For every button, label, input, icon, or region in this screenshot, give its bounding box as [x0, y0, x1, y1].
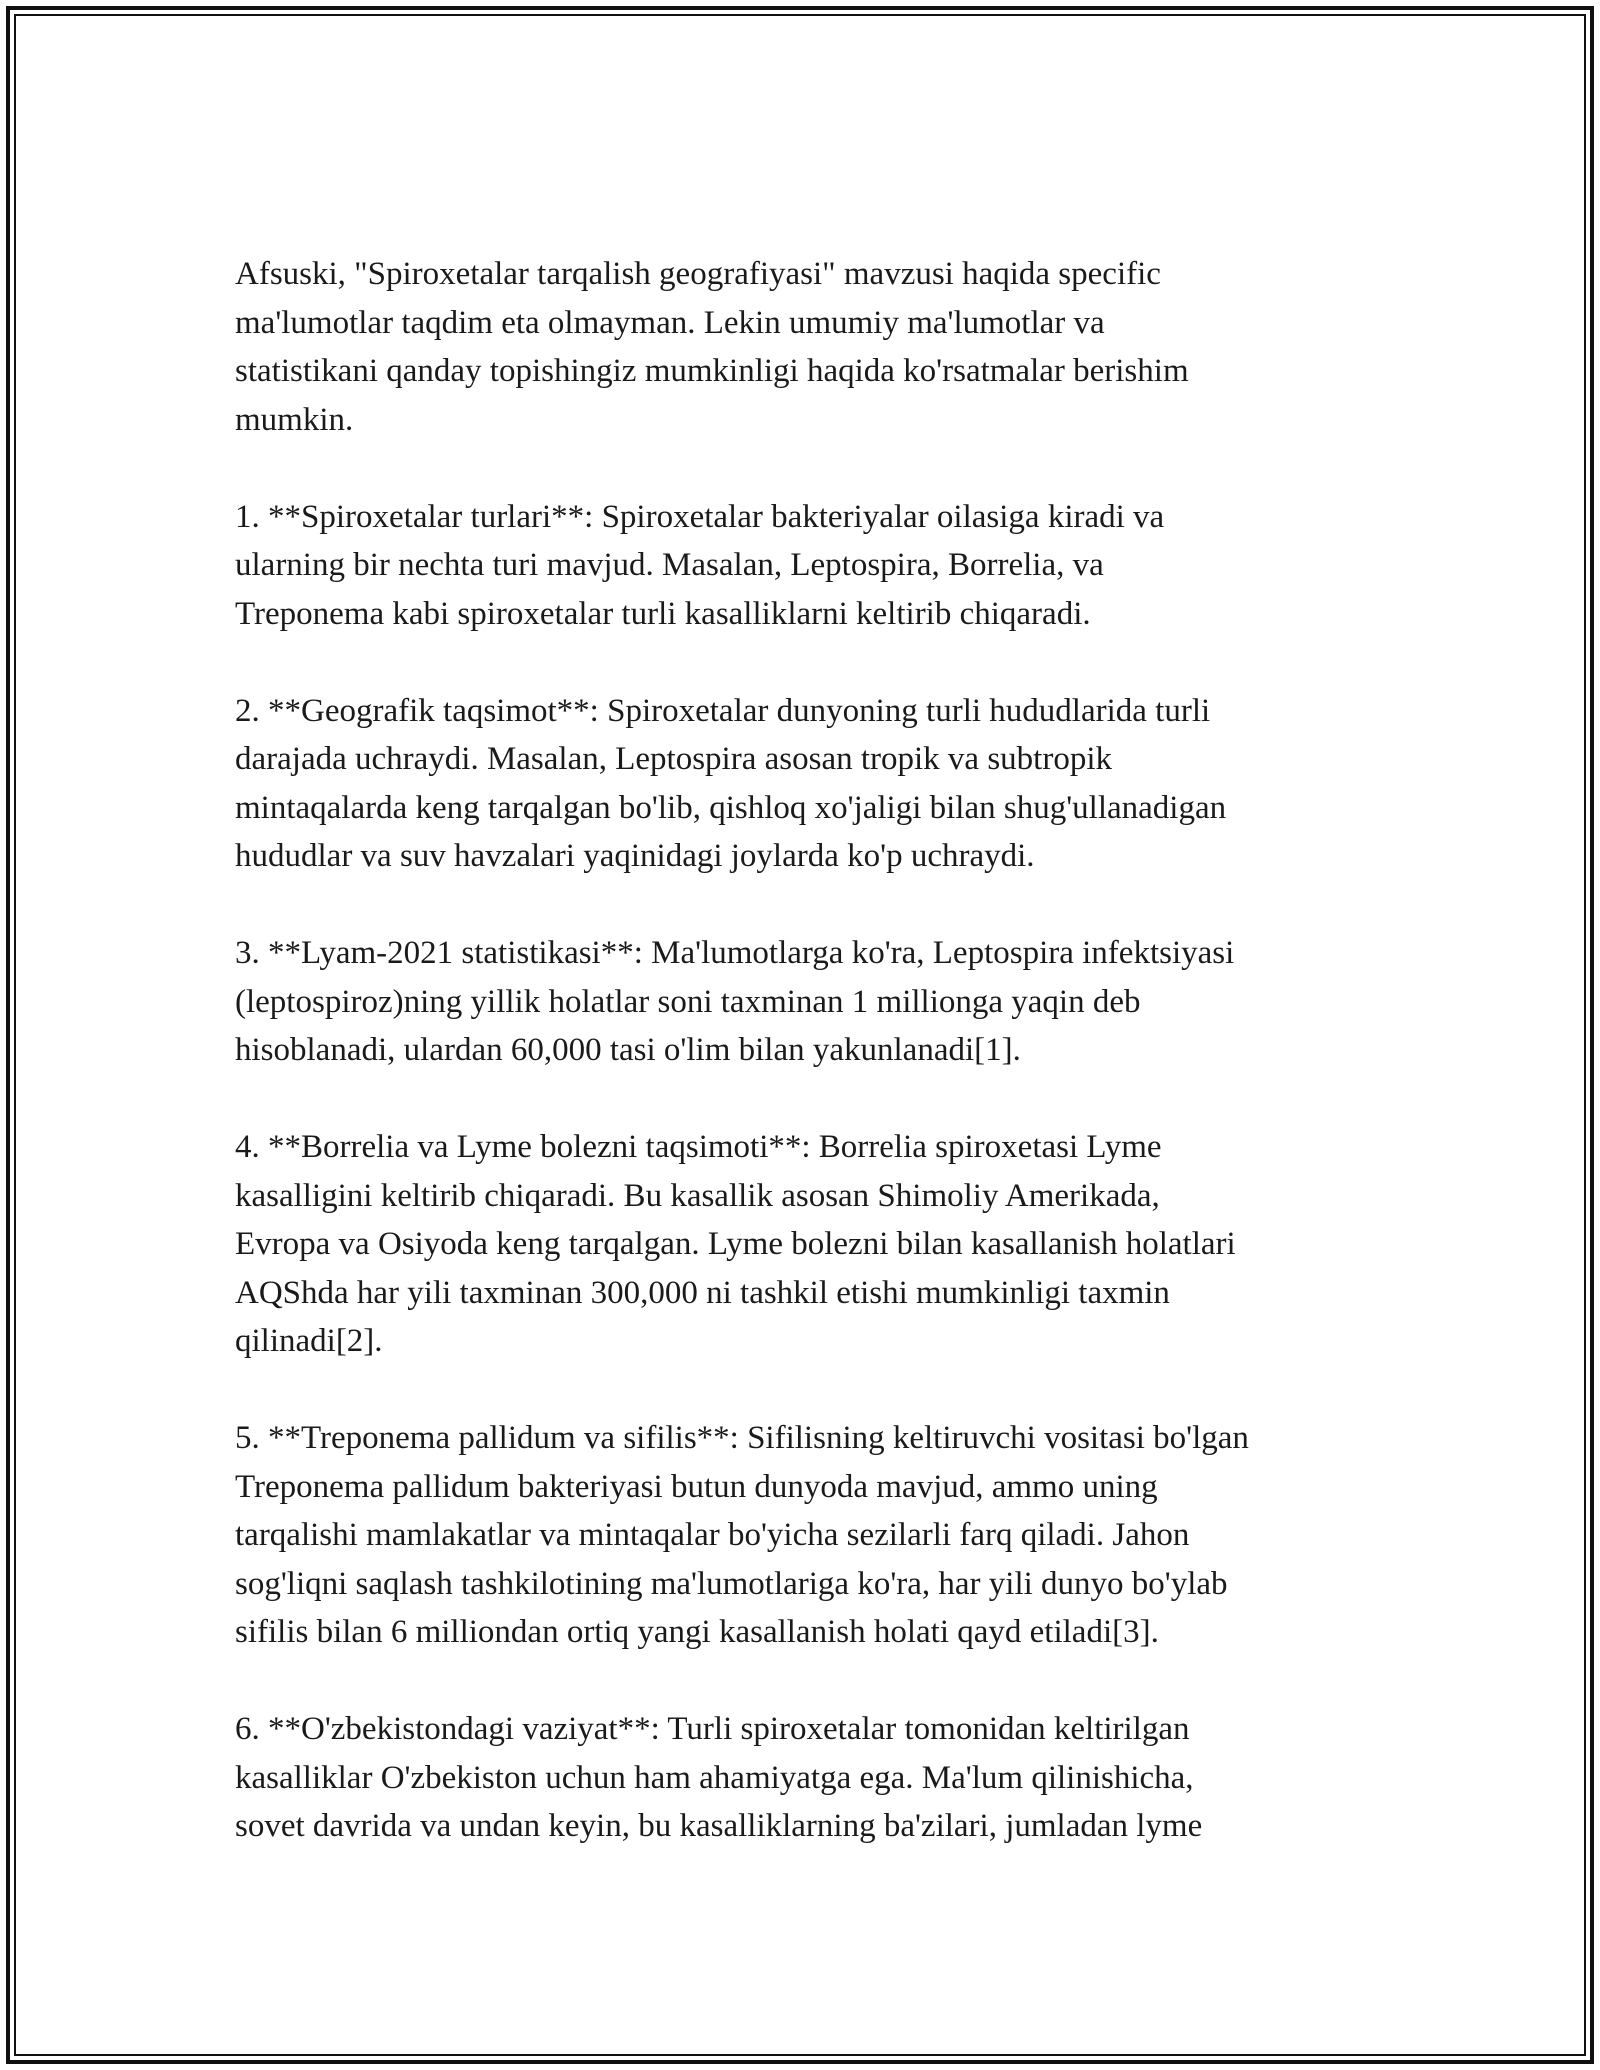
list-item-spiroxetalar-turlari: 1. **Spiroxetalar turlari**: Spiroxetalar bakteriyalar oilasiga kiradi va ularning bir nechta turi mavjud. Masalan, Leptospira, Borrelia, va Treponema kabi spiroxetalar turli kasalliklarni keltirib chiqaradi. [235, 498, 1165, 632]
intro-paragraph: Afsuski, "Spiroxetalar tarqalish geografiyasi" mavzusi haqida specific ma'lumotlar taqdim eta olmayman. Lekin umumiy ma'lumotlar va statistikani qanday topishingiz mumkinligi haqida ko'rsatmalar berishim mumkin. [235, 256, 1189, 438]
list-item-lyam-statistikasi: 3. **Lyam-2021 statistikasi**: Ma'lumotlarga ko'ra, Leptospira infektsiyasi (leptospiroz)ning yillik holatlar soni taxminan 1 millionga yaqin deb hisoblanadi, ulardan 60,000 tasi o'lim bilan yakunlanadi[1]. [235, 935, 1235, 1068]
list-item-geografik-taqsimot: 2. **Geografik taqsimot**: Spiroxetalar dunyoning turli hududlarida turli darajada uchraydi. Masalan, Leptospira asosan tropik va subtropik mintaqalarda keng tarqalgan bo'lib, qishloq xo'jaligi bilan shug'ullanadigan hududlar va suv havzalari yaqinidagi joylarda ko'p uchraydi. [235, 692, 1227, 874]
list-item-treponema-sifilis: 5. **Treponema pallidum va sifilis**: Sifilisning keltiruvchi vositasi bo'lgan Treponema pallidum bakteriyasi butun dunyoda mavjud, ammo uning tarqalishi mamlakatlar va mintaqalar bo'yicha sezilarli farq qiladi. Jahon sog'liqni saqlash tashkilotining ma'lumotlariga ko'ra, har yili dunyo bo'ylab sifilis bilan 6 milliondan ortiq yangi kasallanish holati qayd etiladi[3]. [235, 1420, 1249, 1650]
list-item-borrelia-lyme: 4. **Borrelia va Lyme bolezni taqsimoti**: Borrelia spiroxetasi Lyme kasalligini keltirib chiqaradi. Bu kasallik asosan Shimoliy Amerikada, Evropa va Osiyoda keng tarqalgan. Lyme bolezni bilan kasallanish holatlari AQShda har yili taxminan 300,000 ni tashkil etishi mumkinligi taxmin qilinadi[2]. [235, 1129, 1236, 1359]
list-item-ozbekiston-vaziyat: 6. **O'zbekistondagi vaziyat**: Turli spiroxetalar tomonidan keltirilgan kasalliklar O'zbekiston uchun ham ahamiyatga ega. Ma'lum qilinishicha, sovet davrida va undan keyin, bu kasalliklarning ba'zilari, jumladan lyme [235, 1711, 1203, 1844]
document-body [235, 250, 1385, 1899]
